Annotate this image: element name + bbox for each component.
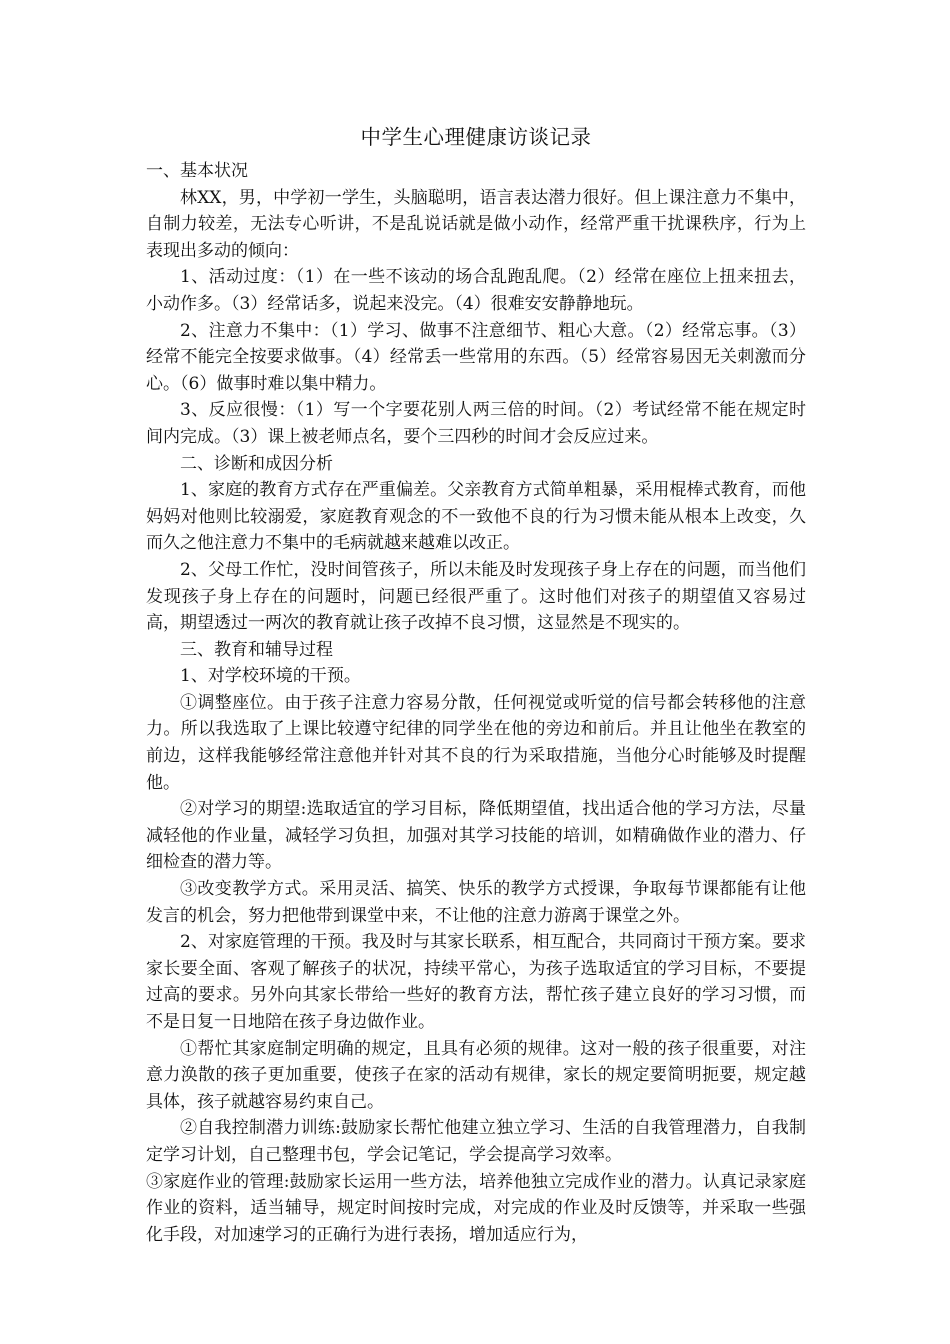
paragraph: 1、对学校环境的干预。 (180, 666, 361, 687)
document-page (146, 0, 806, 1248)
paragraph: 一、基本状况 (146, 161, 248, 181)
paragraph: 2、父母工作忙，没时间管孩子，所以未能及时发现孩子身上存在的问题，而当他们发现孩子身上存在的问题时，问题已经很严重了。这时他们对孩子的期望值又容易过高，期望透过一两次的教育就让孩子改掉不良习惯，这显然是不现实的。 (146, 559, 806, 634)
paragraph: 林XX，男，中学初一学生，头脑聪明，语言表达潜力很好。但上课注意力不集中，自制力较差，无法专心听讲，不是乱说话就是做小动作，经常严重干扰课秩序，行为上表现出多动的倾向： (146, 187, 806, 261)
paragraph: ③家庭作业的管理:鼓励家长运用一些方法，培养他独立完成作业的潜力。认真记录家庭作业的资料，适当辅导，规定时间按时完成，对完成的作业及时反馈等，并采取一些强化手段，对加速学习的正确行为进行表扬，增加适应行为， (146, 1171, 806, 1245)
document-body (146, 158, 806, 1248)
paragraph: 2、注意力不集中：（1）学习、做事不注意细节、粗心大意。（2）经常忘事。（3）经常不能完全按要求做事。（4）经常丢一些常用的东西。（5）经常容易因无关刺激而分心。（6）做事时难以集中精力。 (146, 320, 806, 394)
paragraph: 3、反应很慢：（1）写一个字要花别人两三倍的时间。（2）考试经常不能在规定时间内完成。（3）课上被老师点名，要个三四秒的时间才会反应过来。 (146, 400, 806, 447)
paragraph: ①帮忙其家庭制定明确的规定，且具有必须的规律。这对一般的孩子很重要，对注意力涣散的孩子更加重要，使孩子在家的活动有规律，家长的规定要简明扼要，规定越具体，孩子就越容易约束自己。 (146, 1038, 806, 1112)
paragraph: 三、教育和辅导过程 (180, 639, 333, 660)
paragraph: 1、活动过度：（1）在一些不该动的场合乱跑乱爬。（2）经常在座位上扭来扭去，小动作多。（3）经常话多，说起来没完。（4）很难安安静静地玩。 (146, 267, 806, 314)
paragraph: ③改变教学方式。采用灵活、搞笑、快乐的教学方式授课，争取每节课都能有让他发言的机会，努力把他带到课堂中来，不让他的注意力游离于课堂之外。 (146, 879, 806, 926)
paragraph: ②对学习的期望:选取适宜的学习目标，降低期望值，找出适合他的学习方法，尽量减轻他的作业量，减轻学习负担，加强对其学习技能的培训，如精确做作业的潜力、仔细检查的潜力等。 (146, 799, 806, 873)
document-title: 中学生心理健康访谈记录 (360, 125, 592, 149)
paragraph: ②自我控制潜力训练:鼓励家长帮忙他建立独立学习、生活的自我管理潜力，自我制定学习计划，自己整理书包，学会记笔记，学会提高学习效率。 (146, 1118, 806, 1165)
paragraph: ①调整座位。由于孩子注意力容易分散，任何视觉或听觉的信号都会转移他的注意力。所以我选取了上课比较遵守纪律的同学坐在他的旁边和前后。并且让他坐在教室的前边，这样我能够经常注意他并针对其不良的行为采取措施，当他分心时能够及时提醒他。 (146, 692, 806, 793)
paragraph: 1、家庭的教育方式存在严重偏差。父亲教育方式简单粗暴，采用棍棒式教育，而他妈妈对他则比较溺爱，家庭教育观念的不一致他不良的行为习惯未能从根本上改变，久而久之他注意力不集中的毛病就越来越难以改正。 (146, 480, 806, 554)
paragraph: 2、对家庭管理的干预。我及时与其家长联系，相互配合，共同商讨干预方案。要求家长要全面、客观了解孩子的状况，持续平常心，为孩子选取适宜的学习目标，不要提过高的要求。另外向其家长带给一些好的教育方法，帮忙孩子建立良好的学习习惯，而不是日复一日地陪在孩子身边做作业。 (146, 932, 806, 1032)
paragraph: 二、诊断和成因分析 (180, 453, 333, 474)
